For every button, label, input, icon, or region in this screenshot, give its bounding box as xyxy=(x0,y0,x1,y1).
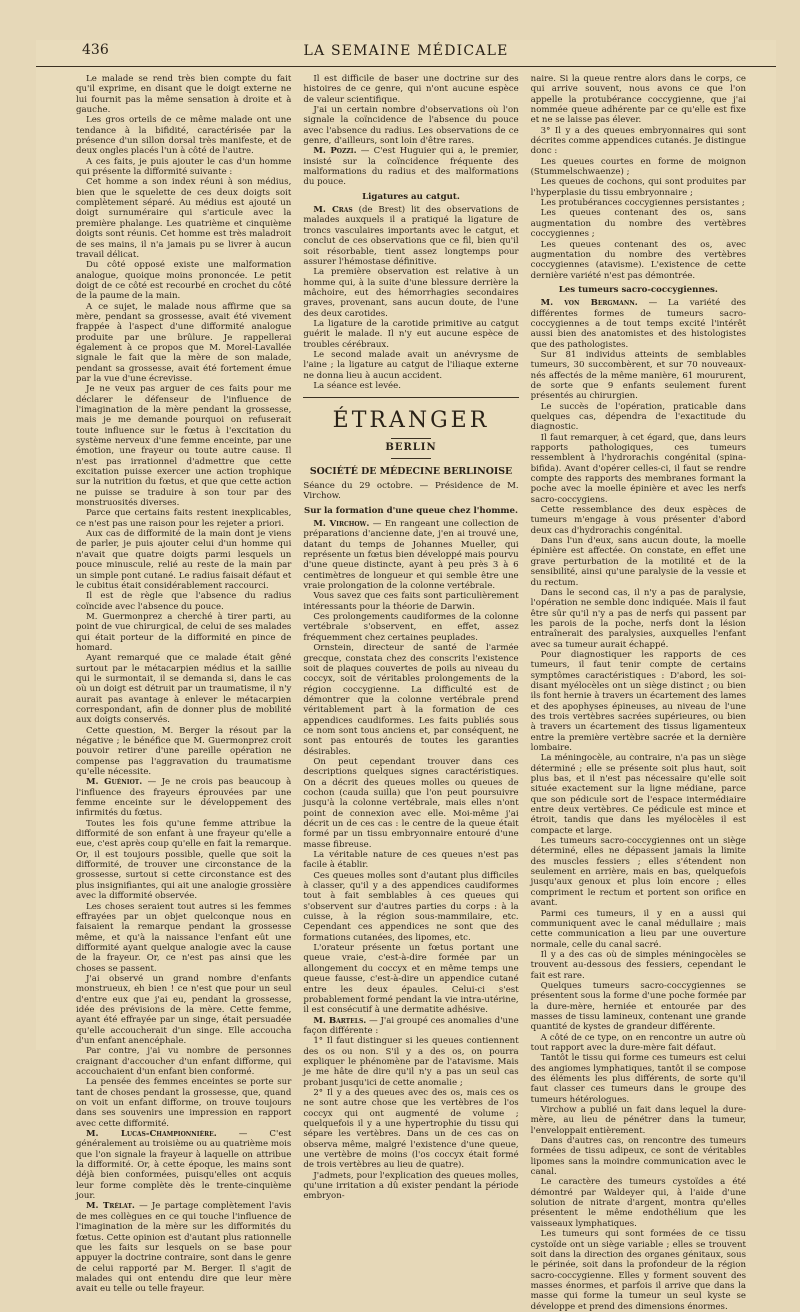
paragraph xyxy=(303,1016,518,1037)
paragraph xyxy=(76,1201,291,1294)
speaker-name: M. Lucas-Championnière. xyxy=(86,1129,217,1140)
paragraph: 1° Il faut distinguer si les queues contiennent des os ou non. S'il y a des os, on pourra expliquer le phénomène par de l'atavisme. Mais je me hâte de dire qu'il n'y a pas un seul cas probant jusqu'ici de cette anomalie ; xyxy=(303,1036,519,1088)
speaker-name: M. Trélat. xyxy=(86,1201,135,1212)
paragraph: Les protubérances coccygiennes persistantes ; xyxy=(540,198,745,209)
paragraph: Vous savez que ces faits sont particulièrement intéressants pour la théorie de Darwin. xyxy=(303,591,519,612)
paragraph-text: (de Brest) lit des observations de malades auxquels il a pratiqué la ligature de troncs vasculaires importants avec le catgut, et conclut de ces observations que ce fil, bien qu'il soit résorbable, tient assez longtemps pour assurer l'hémostase définitive. xyxy=(303,205,519,267)
paragraph: Les tumeurs qui sont formées de ce tissu cystoïde ont un siège variable ; elles se trouvent soit dans la direction des organes génitaux, sous le périnée, soit dans la profondeur de la région sacro-coccygienne. Elles y forment souvent des masses énormes, et parfois il arrive que dans la masse qui forme la tumeur un seul kyste se développe et prend des dimensions énormes. xyxy=(530,1229,746,1312)
paragraph: naire. Si la queue rentre alors dans le corps, ce qui arrive souvent, nous avons ce que l'on appelle la protubérance coccygienne, que j'ai nommée queue adhérente par ce qu'elle est fixe et ne se laisse pas élever. xyxy=(530,74,746,126)
paragraph: Tantôt le tissu qui forme ces tumeurs est celui des angiomes lymphatiques, tantôt il se compose des éléments les plus différents, de sorte qu'il faut classer ces tumeurs dans le groupe des tumeurs hétérologues. xyxy=(530,1053,746,1105)
paragraph: A ces faits, je puis ajouter le cas d'un homme qui présente la difformité suivante : xyxy=(76,156,292,178)
paragraph: Du côté opposé existe une malformation analogue, quoique moins prononcée. Le petit doigt de ce côté est recourbé en crochet du côté de la paume de la main. xyxy=(76,260,292,302)
paragraph: Ces queues molles sont d'autant plus difficiles à classer, qu'il y a des appendices caudiformes tout à fait semblables à ces queues qui s'observent sur d'autres parties du corps : à la cuisse, à la région sous-mammilaire, etc. Cependant ces appendices ne sont que des formations cutanées, des lipomes, etc. xyxy=(303,870,519,943)
paragraph: Dans l'un d'eux, sans aucun doute, la moelle épinière est affectée. On constate, en effet une grave perturbation de la motilité et de la sensibilité, ainsi qu'une paralysie de la vessie et du rectum. xyxy=(530,536,746,588)
paragraph: J'admets, pour l'explication des queues molles, qu'une irritation a dû exister pendant la période embryon- xyxy=(303,1170,519,1202)
paragraph: Le second malade avait un anévrysme de l'aine ; la ligature au catgut de l'iliaque externe ne donna lieu à aucun accident. xyxy=(303,349,519,381)
paragraph: M. Guermonprez a cherché à tirer parti, au point de vue chirurgical, de celui de ses malades qui était porteur de la difformité en pince de homard. xyxy=(76,611,292,653)
section-heading: ÉTRANGER xyxy=(332,408,490,434)
speaker-name: M. Bartels. xyxy=(313,1015,367,1026)
paragraph: Cet homme a son index réuni à son médius, bien que le squelette de ces deux doigts soit complètement séparé. Au médius est ajouté un doigt surnuméraire qui s'articule avec la première phalange. Les quatrième et cinquième doigts sont réunis. Cet homme est très maladroit de ses mains, il n'a jamais pu se livrer à aucun travail délicat. xyxy=(76,177,292,260)
paragraph: Je ne veux pas arguer de ces faits pour me déclarer le défenseur de l'influence de l'imagination de la mère pendant la grossesse, mais je me demande pourquoi on refuserait toute influence sur le fœtus à l'excitation du système nerveux d'une femme enceinte, par une émotion, une frayeur ou toute autre cause. Il n'est pas irrationnel d'admettre que cette excitation puisse exercer une action trophique sur la nutrition du fœtus, et que que cette action ne puisse se traduire à son tour par des monstruosités diverses. xyxy=(76,384,292,509)
paragraph: Les queues de cochons, qui sont produites par l'hyperplasie du tissu embryonnaire ; xyxy=(530,177,746,198)
paragraph: La ligature de la carotide primitive au catgut guérit le malade. Il n'y eut aucune espèce de troubles cérébraux. xyxy=(303,318,519,350)
paragraph: Ayant remarqué que ce malade était gêné surtout par le métacarpien médius et la saillie qui le surmontait, il se demanda si, dans le cas où un doigt est détruit par un traumatisme, il n'y aurait pas avantage à enlever le métacarpien correspondant, afin de donner plus de mobilité aux doigts conservés. xyxy=(76,653,292,726)
paragraph: Ornstein, directeur de santé de l'armée grecque, constata chez des conscrits l'existence soit de plaques couvertes de poils au niveau du coccyx, soit de véritables prolongements de la région coccygienne. La difficulté est de démontrer que la colonne vertébrale prend véritablement part à la formation de ces appendices caudiformes. Les faits publiés sous ce nom sont tous anciens et, par conséquent, ne sont pas entourés de toutes les garanties désirables. xyxy=(303,643,519,757)
column-right xyxy=(530,74,746,1312)
paragraph: La méningocèle, au contraire, n'a pas un siège déterminé ; elle se présente soit plus haut, soit plus bas, et il n'est pas nécessaire qu'elle soit située exactement sur la ligne médiane, parce que son pédicule sort de l'espace intermédiaire entre deux vertèbres. Ce pédicule est mince et étroit, tandis que dans les myélocèles il est compacte et large. xyxy=(530,753,746,836)
paragraph: Parmi ces tumeurs, il y en a aussi qui communiquent avec le canal médullaire ; mais cette communication a lieu par une ouverture normale, celle du canal sacré. xyxy=(530,908,746,950)
paragraph: La séance est levée. xyxy=(313,380,401,391)
paragraph: Cette question, M. Berger la résout par la négative ; le bénéfice que M. Guermonprez croit pouvoir retirer d'une pareille opération ne compense pas l'aggravation du traumatisme qu'elle nécessite. xyxy=(76,725,292,778)
section-divider xyxy=(303,397,518,398)
paragraph xyxy=(303,519,518,591)
paragraph: Les choses seraient tout autres si les femmes effrayées par un objet quelconque nous en faisaient la remarque pendant la grossesse même, et qu'à la naissance l'enfant eût une difformité ayant quelque analogie avec la cause de la frayeur. Or, ce n'est pas ainsi que les choses se passent. xyxy=(76,901,292,974)
article-columns xyxy=(76,74,746,1312)
speaker-name: M. Virchow. xyxy=(313,519,370,530)
paragraph: Le succès de l'opération, praticable dans quelques cas, dépendra de l'exactitude du diagnostic. xyxy=(530,401,746,433)
paragraph-text: — Je partage complètement l'avis de mes collègues en ce qui touche l'influence de l'imagination de la mère sur les difformités du fœtus. Cette opinion est d'autant plus rationnelle que les faits sur lesquels on se base pour appuyer la doctrine contraire, sont dans le genre de celui rapporté par M. Berger. Il s'agit de malades qui ont entendu dire que leur mère avait eu telle ou telle frayeur. xyxy=(76,1201,292,1295)
paragraph-text: — C'est généralement au troisième ou au quatrième mois que l'on signale la frayeur à laquelle on attribue la difformité. Or, à cette époque, les mains sont déjà bien conformées, puisqu'elles ont acquis leur forme complète dès le trente-cinquième jour. xyxy=(76,1129,292,1202)
paragraph: Dans d'autres cas, on rencontre des tumeurs formées de tissu adipeux, ce sont de véritables lipomes sans la moindre communication avec le canal. xyxy=(530,1136,746,1178)
paragraph: A ce sujet, le malade nous affirme que sa mère, pendant sa grossesse, avait été vivement frappée à l'aspect d'une difformité analogue produite par une brûlure. Je rappellerai également à ce propos que M. Morel-Lavallée signale le fait que la mère de son malade, pendant sa grossesse, avait été fortement émue par la vue d'une écrevisse. xyxy=(76,301,292,384)
paragraph: Cette ressemblance des deux espèces de tumeurs m'engage à vous présenter d'abord deux cas d'hydrorachis congénital. xyxy=(530,505,746,536)
paragraph: Ces prolongements caudiformes de la colonne vertébrale s'observent, en effet, assez fréquemment chez certaines peuplades. xyxy=(303,612,519,643)
paragraph: Les tumeurs sacro-coccygiennes ont un siège déterminé, elles ne dépassent jamais la limite des muscles fessiers ; elles s'étendent non seulement en arrière, mais en bas, quelquefois jusqu'aux genoux et plus loin encore ; elles compriment le rectum et portent son orifice en avant. xyxy=(530,836,746,909)
paragraph: Les queues contenant des os, sans augmentation du nombre des vertèbres coccygiennes ; xyxy=(530,208,746,240)
paragraph-text: — Je ne crois pas beaucoup à l'influence des frayeurs éprouvées par une femme enceinte sur le développement des infirmités du fœtus. xyxy=(76,777,292,819)
paragraph xyxy=(531,298,746,350)
section-subheading: Ligatures au catgut. xyxy=(362,191,460,202)
paragraph: J'ai observé un grand nombre d'enfants monstrueux, eh bien ! ce n'est que pour un seul d'entre eux que j'ai eu, pendant la grossesse, idée des prévisions de la mère. Cette femme, ayant été effrayée par un singe, était persuadée qu'elle accoucherait d'un singe. Elle accoucha d'un enfant anencéphale. xyxy=(76,973,292,1046)
column-middle xyxy=(303,74,519,1202)
divider xyxy=(391,438,431,439)
paragraph: Parce que certains faits restent inexplicables, ce n'est pas une raison pour les rejeter a priori. xyxy=(76,508,292,529)
paragraph: Aux cas de difformité de la main dont je viens de parler, je puis ajouter celui d'un homme qui n'avait que quatre doigts parmi lesquels un pouce minuscule, relié au reste de la main par un simple pont cutané. Le radius faisait défaut et le cubitus était considérablement raccourci. xyxy=(76,529,292,591)
paragraph: L'orateur présente un fœtus portant une queue vraie, c'est-à-dire formée par un allongement du coccyx et en même temps une queue fausse, c'est-à-dire un appendice cutané entre les deux épaules. Celui-ci s'est probablement formé pendant la vie intra-utérine, il est consécutif à une dermatite adhésive. xyxy=(303,943,519,1016)
paragraph: 2° Il y a des queues avec des os, mais ces os ne sont autre chose que les vertèbres de l'os coccyx qui ont augmenté de volume ; quelquefois il y a une hypertrophie du tissu qui sépare les vertèbres. Dans un de ces cas on observa même, malgré l'existence d'une queue, une vertèbre de moins (l'os coccyx était formé de trois vertèbres au lieu de quatre). xyxy=(303,1087,519,1171)
paragraph xyxy=(76,1129,291,1201)
speaker-name: M. Cras xyxy=(313,205,353,216)
paragraph: A côté de ce type, on en rencontre un autre où tout rapport avec la dure-mère fait défaut. xyxy=(530,1032,746,1053)
paragraph xyxy=(303,146,518,187)
paragraph: Il faut remarquer, à cet égard, que, dans leurs rapports pathologiques, ces tumeurs ressemblent à l'hydrorachis congénital (spina-bifida). Avant d'opérer celles-ci, il faut se rendre compte des rapports des membranes formant la poche avec la moelle épinière et avec les nerfs sacro-coccygiens. xyxy=(530,432,746,505)
paragraph xyxy=(303,205,518,267)
paragraph-text: — J'ai groupé ces anomalies d'une façon différente : xyxy=(303,1015,519,1036)
paragraph: Par contre, j'ai vu nombre de personnes craignant d'accoucher d'un enfant difforme, qui accouchaient d'un enfant bien conformé. xyxy=(76,1046,292,1077)
speaker-name: M. von Bergmann. xyxy=(540,298,638,309)
paragraph-text: — C'est Huguier qui a, le premier, insisté sur la coïncidence fréquente des malformations du radius et des malformations du pouce. xyxy=(303,146,519,188)
section-subheading: Sur la formation d'une queue chez l'homme. xyxy=(303,505,518,516)
paragraph xyxy=(76,777,291,818)
speaker-name: M. Guéniot. xyxy=(86,777,143,788)
paragraph: La première observation est relative à un homme qui, à la suite d'une blessure derrière la mâchoire, eut des hémorrhagies secondaires graves, provenant, sans aucun doute, de l'une des deux carotides. xyxy=(303,267,519,319)
paragraph: Sur 81 individus atteints de semblables tumeurs, 30 succombèrent, et sur 70 nouveaux-nés affectés de la même manière, 61 moururent, de sorte que 9 enfants seulement furent présentés au chirurgien. xyxy=(530,349,746,402)
paragraph: Il y a des cas où de simples méningocèles se trouvent au-dessous des fessiers, cependant le fait est rare. xyxy=(530,949,746,981)
page-header xyxy=(36,40,776,67)
paragraph: Il est difficile de baser une doctrine sur des histoires de ce genre, qui n'ont aucune espèce de valeur scientifique. xyxy=(303,74,519,105)
paragraph: Les gros orteils de ce même malade ont une tendance à la bifidité, caractérisée par la présence d'un sillon dorsal très manifeste, et de deux ongles placés l'un à côté de l'autre. xyxy=(76,115,292,157)
paragraph: Il est de règle que l'absence du radius coïncide avec l'absence du pouce. xyxy=(76,591,292,612)
journal-title: LA SEMAINE MÉDICALE xyxy=(303,43,509,59)
paragraph: Pour diagnostiquer les rapports de ces tumeurs, il faut tenir compte de certains symptômes caractéristiques : D'abord, les soi-disant myélocèles ont un siège distinct ; ou bien ils font hernie à travers un écartement des lames et des apophyses épineuses, au niveau de l'une des trois vertèbres sacrées supérieures, ou bien à travers un écartement des tissus ligamenteux entre la première vertèbre sacrée et la dernière lombaire. xyxy=(530,649,746,753)
speaker-name: M. Pozzi. xyxy=(313,146,357,157)
session-line: Séance du 29 octobre. — Présidence de M. Virchow. xyxy=(303,481,519,502)
paragraph: Le caractère des tumeurs cystoïdes a été démontré par Waldeyer qui, à l'aide d'une solution de nitrate d'argent, montra qu'elles présentent le même endothélium que les vaisseaux lymphatiques. xyxy=(530,1177,746,1229)
paragraph: 3° Il y a des queues embryonnaires qui sont décrites comme appendices cutanés. Je distingue donc : xyxy=(530,125,746,157)
paragraph: On peut cependant trouver dans ces descriptions quelques signes caractéristiques. On a décrit des queues molles ou queues de cochon (cauda suilla) que l'on peut poursuivre jusqu'à la colonne vertébrale, mais elles n'ont point de connexion avec elle. Moi-même j'ai décrit un de ces cas : le centre de la queue était formé par un tissu embryonnaire entouré d'une masse fibreuse. xyxy=(303,756,519,850)
paragraph: Dans le second cas, il n'y a pas de paralysie, l'opération ne semble donc indiquée. Mais il faut être sûr qu'il n'y a pas de nerfs qui passent par les parois de la poche, nerfs dont la lésion entraînerait des paralysies, auxquelles l'enfant avec sa tumeur aurait échappé. xyxy=(530,587,746,650)
paragraph-text: — En rangeant une collection de préparations d'ancienne date, j'en ai trouvé une, datant du temps de Johannes Mueller, qui représente un fœtus bien développé mais pourvu d'une queue distincte, ayant à peu près 3 à 6 centimètres de longueur et qui semble être une vraie prolongation de la colonne vertébrale. xyxy=(303,519,519,592)
paragraph: Les queues contenant des os, avec augmentation du nombre des vertèbres coccygiennes (atavisme). L'existence de cette dernière variété n'est pas démontrée. xyxy=(530,239,746,281)
paragraph: La véritable nature de ces queues n'est pas facile à établir. xyxy=(303,850,519,871)
page-number: 436 xyxy=(82,42,109,58)
divider xyxy=(391,458,431,459)
city-heading: BERLIN xyxy=(385,442,437,454)
paragraph: Le malade se rend très bien compte du fait qu'il exprime, en disant que le doigt externe ne lui fournit pas la même sensation à droite et à gauche. xyxy=(76,74,292,116)
paragraph: La pensée des femmes enceintes se porte sur tant de choses pendant la grossesse, que, quand on voit un enfant difforme, on trouve toujours dans ses souvenirs une impression en rapport avec cette difformité. xyxy=(76,1077,292,1129)
society-heading: SOCIÉTÉ DE MÉDECINE BERLINOISE xyxy=(309,465,513,477)
paragraph: Virchow a publié un fait dans lequel la dure-mère, au lieu de pénétrer dans la tumeur, l'enveloppait entièrement. xyxy=(530,1105,746,1136)
section-subheading: Les tumeurs sacro-coccygiennes. xyxy=(558,284,718,295)
paragraph: Les queues courtes en forme de moignon (Stummelschwaenze) ; xyxy=(530,156,746,178)
newspaper-page xyxy=(36,40,776,1312)
paragraph-text: — La variété des différentes formes de tumeurs sacro-coccygiennes a de tout temps excité l'intérêt aussi bien des anatomistes et des histologistes que des pathologistes. xyxy=(530,298,746,350)
column-left xyxy=(76,74,292,1295)
paragraph: Toutes les fois qu'une femme attribue la difformité de son enfant à une frayeur qu'elle a eue, c'est après coup qu'elle en fait la remarque. Or, il est toujours possible, quelle que soit la difformité, de trouver une circonstance de la grossesse, surtout si cette circonstance est des plus insignifiantes, qui ait une analogie grossière avec la difformité observée. xyxy=(76,818,292,902)
paragraph: J'ai un certain nombre d'observations où l'on signale la coïncidence de l'absence du pouce avec l'absence du radius. Les observations de ce genre, d'ailleurs, sont loin d'être rares. xyxy=(303,105,519,147)
paragraph: Quelques tumeurs sacro-coccygiennes se présentent sous la forme d'une poche formée par la dure-mère, herniée et entourée par des masses de tissu lamineux, contenant une grande quantité de kystes de grandeur différente. xyxy=(530,980,746,1033)
